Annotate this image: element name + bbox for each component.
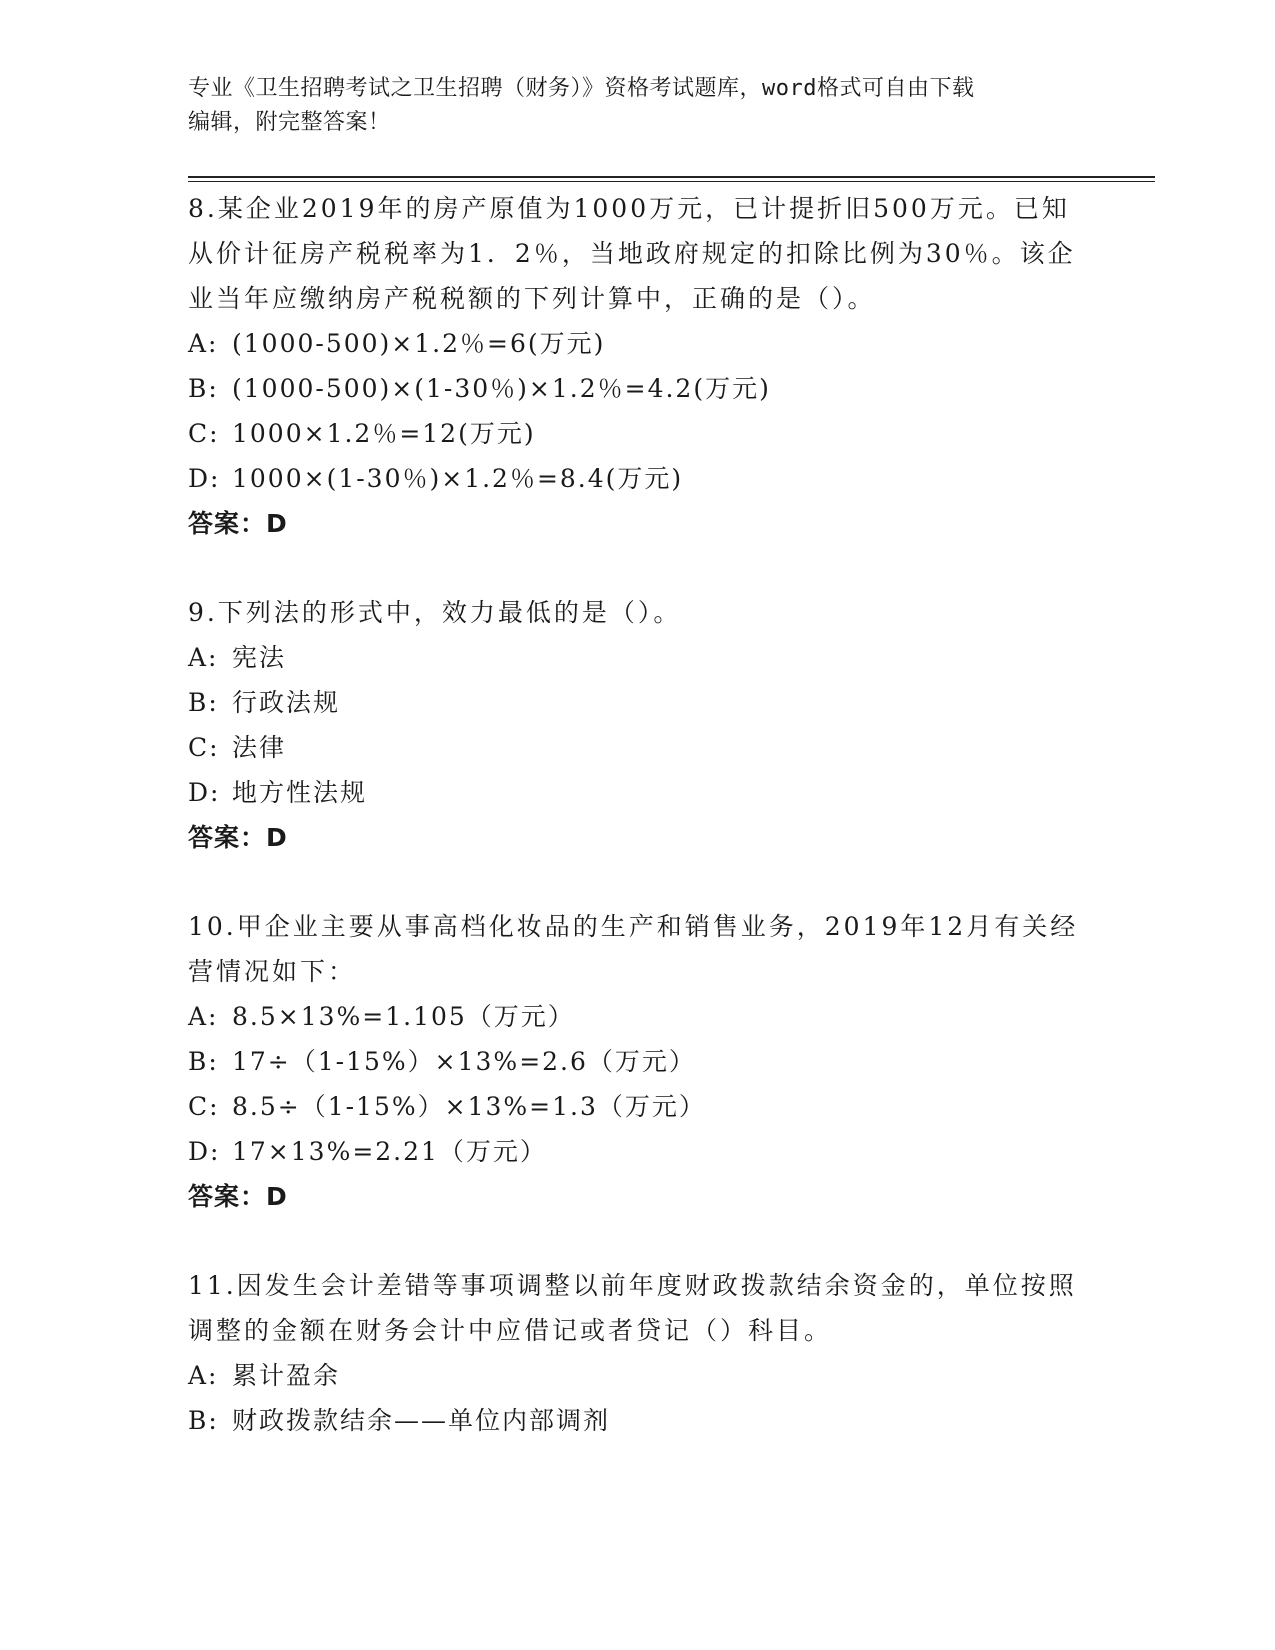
- answer-line: 答案：D: [188, 823, 288, 852]
- option-letter: C:: [188, 733, 220, 762]
- header-line-2: 编辑，附完整答案！: [188, 110, 391, 135]
- option-d: [188, 456, 1088, 501]
- document-header: [188, 72, 1088, 140]
- option-a: [188, 1353, 1088, 1398]
- answer-line: 答案：D: [188, 1182, 288, 1211]
- question-list: [188, 186, 1088, 1487]
- question-10: [188, 904, 1088, 1219]
- option-letter: D:: [188, 1137, 221, 1166]
- option-text: (1000-500)×1.2％=6(万元): [232, 329, 606, 358]
- answer-line: 答案：D: [188, 509, 288, 538]
- option-c: [188, 1084, 1088, 1129]
- option-letter: C:: [188, 419, 220, 448]
- option-text: 8.5×13%=1.105（万元）: [232, 1002, 575, 1031]
- option-b: [188, 1398, 1088, 1443]
- option-b: [188, 1039, 1088, 1084]
- header-line-1: 专业《卫生招聘考试之卫生招聘（财务）》资格考试题库，word格式可自由下载: [188, 76, 975, 101]
- option-letter: B:: [188, 1047, 219, 1076]
- header-divider-thin: [188, 181, 1155, 182]
- option-b: [188, 366, 1088, 411]
- header-divider-thick: [188, 176, 1155, 178]
- option-text: 法律: [232, 733, 287, 762]
- option-letter: D:: [188, 778, 221, 807]
- option-letter: C:: [188, 1092, 220, 1121]
- option-text: 宪法: [232, 643, 287, 672]
- option-letter: A:: [188, 1002, 219, 1031]
- option-letter: A:: [188, 329, 219, 358]
- option-text: 行政法规: [232, 688, 341, 717]
- option-d: [188, 770, 1088, 815]
- option-text: 17×13%=2.21（万元）: [232, 1137, 547, 1166]
- option-c: [188, 411, 1088, 456]
- option-text: 地方性法规: [232, 778, 368, 807]
- option-text: 财政拨款结余——单位内部调剂: [232, 1406, 611, 1435]
- option-text: 17÷（1-15%）×13%=2.6（万元）: [232, 1047, 696, 1076]
- question-8: [188, 186, 1088, 546]
- option-letter: A:: [188, 643, 219, 672]
- question-stem: 8.某企业2019年的房产原值为1000万元，已计提折旧500万元。已知从价计征房产税税率为1．2％，当地政府规定的扣除比例为30％。该企业当年应缴纳房产税税额的下列计算中，正确的是（）。: [188, 194, 1076, 313]
- question-9: [188, 590, 1088, 860]
- option-text: 1000×1.2％=12(万元): [232, 419, 536, 448]
- option-text: 累计盈余: [232, 1361, 341, 1390]
- option-a: [188, 994, 1088, 1039]
- option-text: (1000-500)×(1-30％)×1.2％=4.2(万元): [232, 374, 771, 403]
- option-letter: B:: [188, 688, 219, 717]
- option-d: [188, 1129, 1088, 1174]
- option-b: [188, 680, 1088, 725]
- question-stem: 10.甲企业主要从事高档化妆品的生产和销售业务，2019年12月有关经营情况如下：: [188, 912, 1079, 986]
- question-stem: 11.因发生会计差错等事项调整以前年度财政拨款结余资金的，单位按照调整的金额在财务会计中应借记或者贷记（）科目。: [188, 1271, 1077, 1345]
- option-text: 1000×(1-30％)×1.2％=8.4(万元): [232, 464, 684, 493]
- option-letter: B:: [188, 1406, 219, 1435]
- question-11: [188, 1263, 1088, 1443]
- option-text: 8.5÷（1-15%）×13%=1.3（万元）: [232, 1092, 706, 1121]
- option-letter: A:: [188, 1361, 219, 1390]
- option-a: [188, 321, 1088, 366]
- option-c: [188, 725, 1088, 770]
- question-stem: 9.下列法的形式中，效力最低的是（）。: [188, 598, 682, 627]
- option-letter: B:: [188, 374, 219, 403]
- option-letter: D:: [188, 464, 221, 493]
- option-a: [188, 635, 1088, 680]
